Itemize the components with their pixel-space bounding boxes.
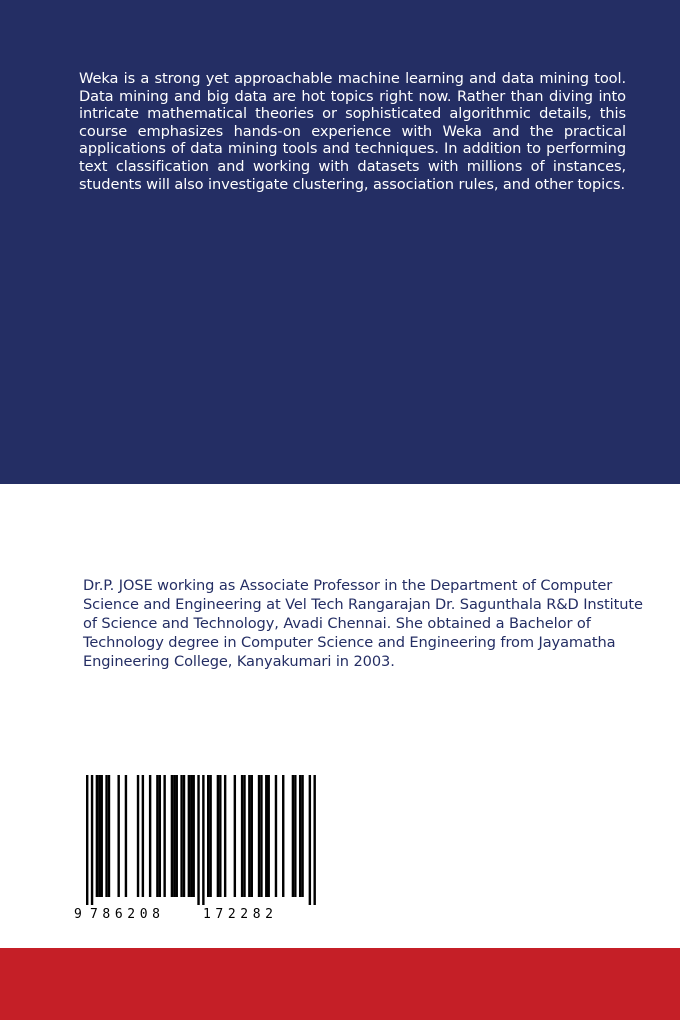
barcode-bar xyxy=(224,775,226,897)
barcode-bar xyxy=(241,775,243,897)
barcode-bar xyxy=(171,775,173,897)
isbn-digits-right: 172282 xyxy=(203,907,278,922)
barcode-bar xyxy=(91,775,93,905)
barcode-bar xyxy=(294,775,296,897)
barcode-bar xyxy=(248,775,250,897)
barcode-bar xyxy=(309,775,311,905)
barcode-bar xyxy=(180,775,182,897)
barcode-bar xyxy=(217,775,219,897)
barcode-bar xyxy=(86,775,88,905)
barcode-bar xyxy=(188,775,190,897)
barcode-bar xyxy=(105,775,107,897)
barcode-bar xyxy=(202,775,204,905)
barcode-bar xyxy=(156,775,158,897)
barcode-bar xyxy=(260,775,262,897)
top-panel xyxy=(0,0,680,484)
barcode-bar xyxy=(301,775,303,897)
isbn-barcode xyxy=(72,772,317,922)
barcode-bar xyxy=(98,775,100,897)
barcode-bar xyxy=(292,775,294,897)
barcode-bar xyxy=(183,775,185,897)
barcode-bar xyxy=(163,775,165,897)
barcode-bar xyxy=(219,775,221,897)
barcode-bar xyxy=(190,775,192,897)
barcode-bar xyxy=(159,775,161,897)
author-bio: Dr.P. JOSE working as Associate Professor in the Department of Computer Science and Engineering at Vel Tech Rangarajan Dr. Sagunthala R&D Institute of Science and Technology, Avadi Chennai. She obtained a Bachelor of Technology degree in Computer Science and Engineering from Jayamatha Engineering College, Kanyakumari in 2003. xyxy=(83,577,643,670)
barcode-bar xyxy=(299,775,301,897)
barcode-bar xyxy=(265,775,267,897)
barcode-bar xyxy=(197,775,199,905)
isbn-digit-lead: 9 xyxy=(74,907,82,922)
barcode-bar xyxy=(275,775,277,897)
barcode-bar xyxy=(101,775,103,897)
barcode-bar xyxy=(137,775,139,897)
barcode-bar xyxy=(142,775,144,897)
barcode-bar xyxy=(282,775,284,897)
barcode-bar xyxy=(176,775,178,897)
barcode-bar xyxy=(149,775,151,897)
barcode-bar xyxy=(96,775,98,897)
barcode-bar xyxy=(192,775,194,897)
isbn-digits-left: 786208 xyxy=(90,907,165,922)
barcode-bar xyxy=(313,775,315,905)
barcode-bar xyxy=(117,775,119,897)
barcode-bar xyxy=(173,775,175,897)
barcode-bar xyxy=(207,775,209,897)
barcode-bar xyxy=(234,775,236,897)
back-cover-blurb: Weka is a strong yet approachable machine learning and data mining tool. Data mining and big data are hot topics right now. Rather than diving into intricate mathematical theories or sophisticated algorithmic details, this course emphasizes hands-on experience with Weka and the practical applications of data mining tools and techniques. In addition to performing text classification and working with datasets with millions of instances, students will also investigate clustering, association rules, and other topics. xyxy=(79,70,626,193)
bottom-color-bar xyxy=(0,948,680,1020)
barcode-bar xyxy=(125,775,127,897)
barcode-bar xyxy=(251,775,253,897)
barcode-bar xyxy=(258,775,260,897)
barcode-bar xyxy=(243,775,245,897)
barcode-bar xyxy=(108,775,110,897)
barcode-bar xyxy=(209,775,211,897)
barcode-bar xyxy=(268,775,270,897)
